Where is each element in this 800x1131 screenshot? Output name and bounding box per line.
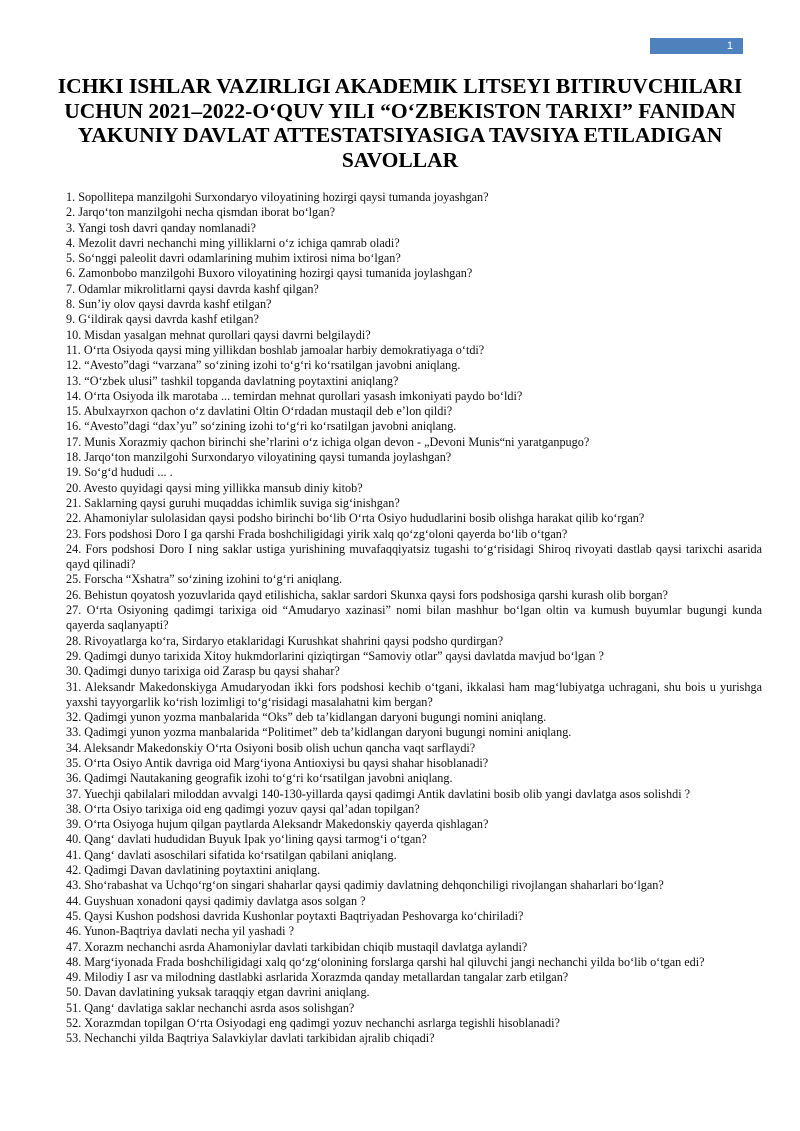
question-item: 5. So‘nggi paleolit davri odamlarining muhim ixtirosi nima bo‘lgan? bbox=[66, 251, 401, 266]
question-item: 24. Fors podshosi Doro I ning saklar ustiga yurishining muvafaqqiyatsiz tugashi to‘g‘risidagi Shiroq rivoyati dastlab qaysi tarixchi asarida qayd qilinadi? bbox=[66, 541, 762, 572]
question-item: 14. O‘rta Osiyoda ilk marotaba ... temirdan mehnat qurollari yasash imkoniyati paydo bo‘ldi? bbox=[66, 388, 523, 403]
question-item: 34. Aleksandr Makedonskiy O‘rta Osiyoni bosib olish uchun qancha vaqt sarflaydi? bbox=[66, 740, 476, 755]
question-item: 25. Forscha “Xshatra” so‘zining izohini to‘g‘ri aniqlang. bbox=[66, 572, 343, 587]
question-item: 33. Qadimgi yunon yozma manbalarida “Politimet” deb ta’kidlangan daryoni bugungi nomini aniqlang. bbox=[66, 725, 572, 740]
question-item: 12. “Avesto”dagi “varzana” so‘zining izohi to‘g‘ri ko‘rsatilgan javobni aniqlang. bbox=[66, 358, 461, 373]
question-item: 44. Guyshuan xonadoni qaysi qadimiy davlatga asos solgan ? bbox=[66, 893, 366, 908]
question-item: 32. Qadimgi yunon yozma manbalarida “Oks” deb ta’kidlangan daryoni bugungi nomini aniqlang. bbox=[66, 710, 547, 725]
question-item: 7. Odamlar mikrolitlarni qaysi davrda kashf qilgan? bbox=[66, 281, 319, 296]
question-item: 22. Ahamoniylar sulolasidan qaysi podsho birinchi bo‘lib O‘rta Osiyo hududlarini bosib olishga harakat qilib ko‘rgan? bbox=[66, 511, 645, 526]
question-item: 41. Qang‘ davlati asoschilari sifatida ko‘rsatilgan qabilani aniqlang. bbox=[66, 847, 397, 862]
question-item: 21. Saklarning qaysi guruhi muqaddas ichimlik suviga sig‘inishgan? bbox=[66, 495, 400, 510]
question-item: 37. Yuechji qabilalari miloddan avvalgi 140-130-yillarda qaysi qadimgi Antik davlatini bosib olib yangi davlatga asos solishdi ? bbox=[66, 786, 691, 801]
question-item: 18. Jarqo‘ton manzilgohi Surxondaryo viloyatining qaysi tumanda joylashgan? bbox=[66, 450, 452, 465]
page-number: 1 bbox=[726, 40, 733, 52]
question-item: 48. Marg‘iyonada Frada boshchiligidagi xalq qo‘zg‘olonining forslarga qarshi hal qiluvchi jangi nechanchi yilda bo‘lib o‘tgan edi? bbox=[66, 954, 705, 969]
question-item: 1. Sopollitepa manzilgohi Surxondaryo viloyatining hozirgi qaysi tumanda joyashgan? bbox=[66, 190, 489, 204]
question-item: 29. Qadimgi dunyo tarixida Xitoy hukmdorlarini qiziqtirgan “Samoviy otlar” qaysi davlatda mavjud bo‘lgan ? bbox=[66, 648, 604, 663]
question-item: 11. O‘rta Osiyoda qaysi ming yillikdan boshlab jamoalar harbiy demokratiyaga o‘tdi? bbox=[66, 342, 485, 357]
question-item: 4. Mezolit davri nechanchi ming yilliklarni o‘z ichiga qamrab oladi? bbox=[66, 235, 400, 250]
question-item: 13. “O‘zbek ulusi” tashkil topganda davlatning poytaxtini aniqlang? bbox=[66, 373, 399, 388]
question-item: 38. O‘rta Osiyo tarixiga oid eng qadimgi yozuv qaysi qal’adan topilgan? bbox=[66, 801, 420, 816]
question-item: 27. O‘rta Osiyoning qadimgi tarixiga oid “Amudaryo xazinasi” nomi bilan mashhur bo‘lgan oltin va kumush buyumlar bugungi kunda qayerda saqlanyapti? bbox=[66, 603, 762, 633]
question-item: 2. Jarqo‘ton manzilgohi necha qismdan iborat bo‘lgan? bbox=[66, 205, 336, 220]
question-item: 6. Zamonbobo manzilgohi Buxoro viloyatining hozirgi qaysi tumanida joylashgan? bbox=[66, 266, 473, 281]
question-item: 30. Qadimgi dunyo tarixiga oid Zarasp bu qaysi shahar? bbox=[66, 664, 340, 679]
question-item: 31. Aleksandr Makedonskiyga Amudaryodan ikki fors podshosi kechib o‘tgani, ikkalasi ham mag‘lubiyatga uchragani, shu bois u yurishga yaxshi tayyorgarlik ko‘rish lozimligi to‘g‘risidagi masalahatni kim bergan? bbox=[66, 679, 762, 709]
question-item: 9. G‘ildirak qaysi davrda kashf etilgan? bbox=[66, 312, 259, 327]
question-item: 51. Qang‘ davlatiga saklar nechanchi asrda asos solishgan? bbox=[66, 1000, 355, 1015]
question-item: 42. Qadimgi Davan davlatining poytaxtini aniqlang. bbox=[66, 863, 321, 878]
question-item: 50. Davan davlatining yuksak taraqqiy etgan davrini aniqlang. bbox=[66, 985, 370, 1000]
question-item: 28. Rivoyatlarga ko‘ra, Sirdaryo etaklaridagi Kurushkat shahrini qaysi podsho qurdirgan? bbox=[66, 633, 504, 648]
question-item: 53. Nechanchi yilda Baqtriya Salavkiylar davlati tarkibidan ajralib chiqadi? bbox=[66, 1031, 435, 1046]
question-item: 47. Xorazm nechanchi asrda Ahamoniylar davlati tarkibidan chiqib mustaqil davlatga aylandi? bbox=[66, 939, 528, 954]
question-item: 45. Qaysi Kushon podshosi davrida Kushonlar poytaxti Baqtriyadan Peshovarga ko‘chiriladi? bbox=[66, 908, 524, 923]
page-number-badge bbox=[650, 38, 743, 54]
question-item: 26. Behistun qoyatosh yozuvlarida qayd etilishicha, saklar sardori Skunxa qaysi fors podshosiga qarshi kurash olib borgan? bbox=[66, 587, 668, 602]
question-item: 43. Sho‘rabashat va Uchqo‘rg‘on singari shaharlar qaysi qadimiy davlatning dehqonchiligi rivojlangan shaharlari bo‘lgan? bbox=[66, 878, 664, 893]
question-item: 49. Milodiy I asr va milodning dastlabki asrlarida Xorazmda qanday metallardan tangalar zarb etilgan? bbox=[66, 970, 569, 985]
question-item: 35. O‘rta Osiyo Antik davriga oid Marg‘iyona Antioxiysi bu qaysi shahar hisoblanadi? bbox=[66, 755, 489, 770]
document-title: ICHKI ISHLAR VAZIRLIGI AKADEMIK LITSEYI BITIRUVCHILARI UCHUN 2021–2022-O‘QUV YILI “O‘ZBEKISTON TARIXI” FANIDAN YAKUNIY DAVLAT ATTESTATSIYASIGA TAVSIYA ETILADIGAN SAVOLLAR bbox=[57, 74, 743, 172]
question-item: 15. Abulxayrxon qachon o‘z davlatini Oltin O‘rdadan mustaqil deb e’lon qildi? bbox=[66, 404, 453, 419]
question-item: 46. Yunon-Baqtriya davlati necha yil yashadi ? bbox=[66, 924, 294, 939]
question-list bbox=[66, 190, 762, 1047]
question-item: 3. Yangi tosh davri qanday nomlanadi? bbox=[66, 220, 256, 235]
question-item: 17. Munis Xorazmiy qachon birinchi she’rlarini o‘z ichiga olgan devon - „Devoni Munis“ni yaratganpugo? bbox=[66, 434, 590, 449]
question-item: 19. So‘g‘d hududi ... . bbox=[66, 465, 173, 480]
question-item: 8. Sun’iy olov qaysi davrda kashf etilgan? bbox=[66, 297, 272, 312]
question-item: 23. Fors podshosi Doro I ga qarshi Frada boshchiligidagi yirik xalq qo‘zg‘oloni qayerda bo‘lib o‘tgan? bbox=[66, 526, 568, 541]
question-item: 40. Qang‘ davlati hududidan Buyuk Ipak yo‘lining qaysi tarmog‘i o‘tgan? bbox=[66, 832, 427, 847]
question-item: 36. Qadimgi Nautakaning geografik izohi to‘g‘ri ko‘rsatilgan javobni aniqlang. bbox=[66, 771, 453, 786]
question-item: 20. Avesto quyidagi qaysi ming yillikka mansub diniy kitob? bbox=[66, 480, 363, 495]
question-item: 52. Xorazmdan topilgan O‘rta Osiyodagi eng qadimgi yozuv nechanchi asrlarga tegishli hisoblanadi? bbox=[66, 1016, 560, 1031]
question-item: 39. O‘rta Osiyoga hujum qilgan paytlarda Aleksandr Makedonskiy qayerda qishlagan? bbox=[66, 817, 489, 832]
question-item: 16. “Avesto”dagi “dax’yu” so‘zining izohi to‘g‘ri ko‘rsatilgan javobni aniqlang. bbox=[66, 419, 457, 434]
question-item: 10. Misdan yasalgan mehnat qurollari qaysi davrni belgilaydi? bbox=[66, 327, 371, 342]
